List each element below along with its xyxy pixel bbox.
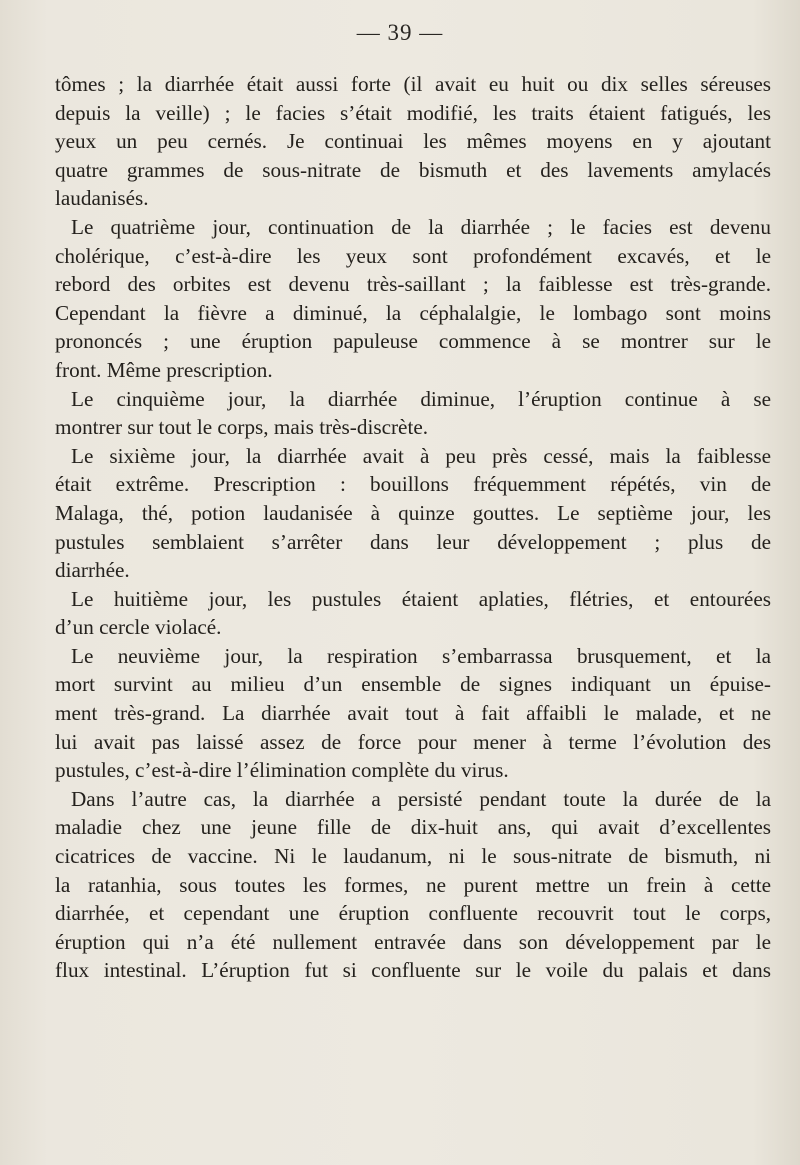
text-line: prononcés ; une éruption papuleuse commence à se montrer sur le bbox=[55, 329, 771, 354]
body-text bbox=[55, 70, 771, 985]
paragraph bbox=[55, 785, 771, 985]
text-line: quatre grammes de sous-nitrate de bismuth et des lavements amylacés bbox=[55, 157, 771, 182]
text-line: cholérique, c’est-à-dire les yeux sont profondément excavés, et le bbox=[55, 243, 771, 268]
text-line: Dans l’autre cas, la diarrhée a persisté pendant toute la durée de la bbox=[71, 786, 771, 811]
text-line: laudanisés. bbox=[55, 186, 149, 211]
text-line: pustules, c’est-à-dire l’élimination complète du virus. bbox=[55, 758, 509, 783]
text-line: Le sixième jour, la diarrhée avait à peu près cessé, mais la faiblesse bbox=[71, 443, 771, 468]
text-line: était extrême. Prescription : bouillons fréquemment répétés, vin de bbox=[55, 472, 771, 497]
paragraph bbox=[55, 70, 771, 213]
paragraph bbox=[55, 585, 771, 642]
paragraph bbox=[55, 442, 771, 585]
text-line: la ratanhia, sous toutes les formes, ne purent mettre un frein à cette bbox=[55, 872, 771, 897]
paragraph bbox=[55, 385, 771, 442]
text-line: depuis la veille) ; le facies s’était modifié, les traits étaient fatigués, les bbox=[55, 100, 771, 125]
text-line: lui avait pas laissé assez de force pour mener à terme l’évolution des bbox=[55, 729, 771, 754]
page-number: — 39 — bbox=[356, 20, 444, 45]
paragraph bbox=[55, 642, 771, 785]
text-line: ment très-grand. La diarrhée avait tout à fait affaibli le malade, et ne bbox=[55, 701, 771, 726]
text-line: Cependant la fièvre a diminué, la céphalalgie, le lombago sont moins bbox=[55, 300, 771, 325]
text-line: maladie chez une jeune fille de dix-huit ans, qui avait d’excellentes bbox=[55, 815, 771, 840]
text-line: Le quatrième jour, continuation de la diarrhée ; le facies est devenu bbox=[71, 214, 771, 239]
text-line: rebord des orbites est devenu très-saillant ; la faiblesse est très-grande. bbox=[55, 272, 771, 297]
text-line: yeux un peu cernés. Je continuai les mêmes moyens en y ajoutant bbox=[55, 129, 771, 154]
text-line: front. Même prescription. bbox=[55, 357, 273, 382]
text-line: d’un cercle violacé. bbox=[55, 615, 222, 640]
text-line: tômes ; la diarrhée était aussi forte (il avait eu huit ou dix selles séreuses bbox=[55, 72, 771, 96]
text-line: pustules semblaient s’arrêter dans leur développement ; plus de bbox=[55, 529, 771, 554]
paragraph bbox=[55, 213, 771, 385]
text-line: Malaga, thé, potion laudanisée à quinze gouttes. Le septième jour, les bbox=[55, 500, 771, 525]
text-line: diarrhée, et cependant une éruption confluente recouvrit tout le corps, bbox=[55, 901, 771, 926]
text-line: flux intestinal. L’éruption fut si confluente sur le voile du palais et dans bbox=[55, 958, 771, 983]
text-line: éruption qui n’a été nullement entravée dans son développement par le bbox=[55, 929, 771, 954]
text-line: diarrhée. bbox=[55, 558, 130, 583]
text-line: mort survint au milieu d’un ensemble de signes indiquant un épuise- bbox=[55, 672, 771, 697]
text-line: Le huitième jour, les pustules étaient aplaties, flétries, et entourées bbox=[71, 586, 771, 611]
text-line: cicatrices de vaccine. Ni le laudanum, ni le sous-nitrate de bismuth, ni bbox=[55, 844, 771, 869]
text-line: montrer sur tout le corps, mais très-discrète. bbox=[55, 415, 429, 440]
text-line: Le neuvième jour, la respiration s’embarrassa brusquement, et la bbox=[71, 643, 771, 668]
text-line: Le cinquième jour, la diarrhée diminue, l’éruption continue à se bbox=[71, 386, 771, 411]
